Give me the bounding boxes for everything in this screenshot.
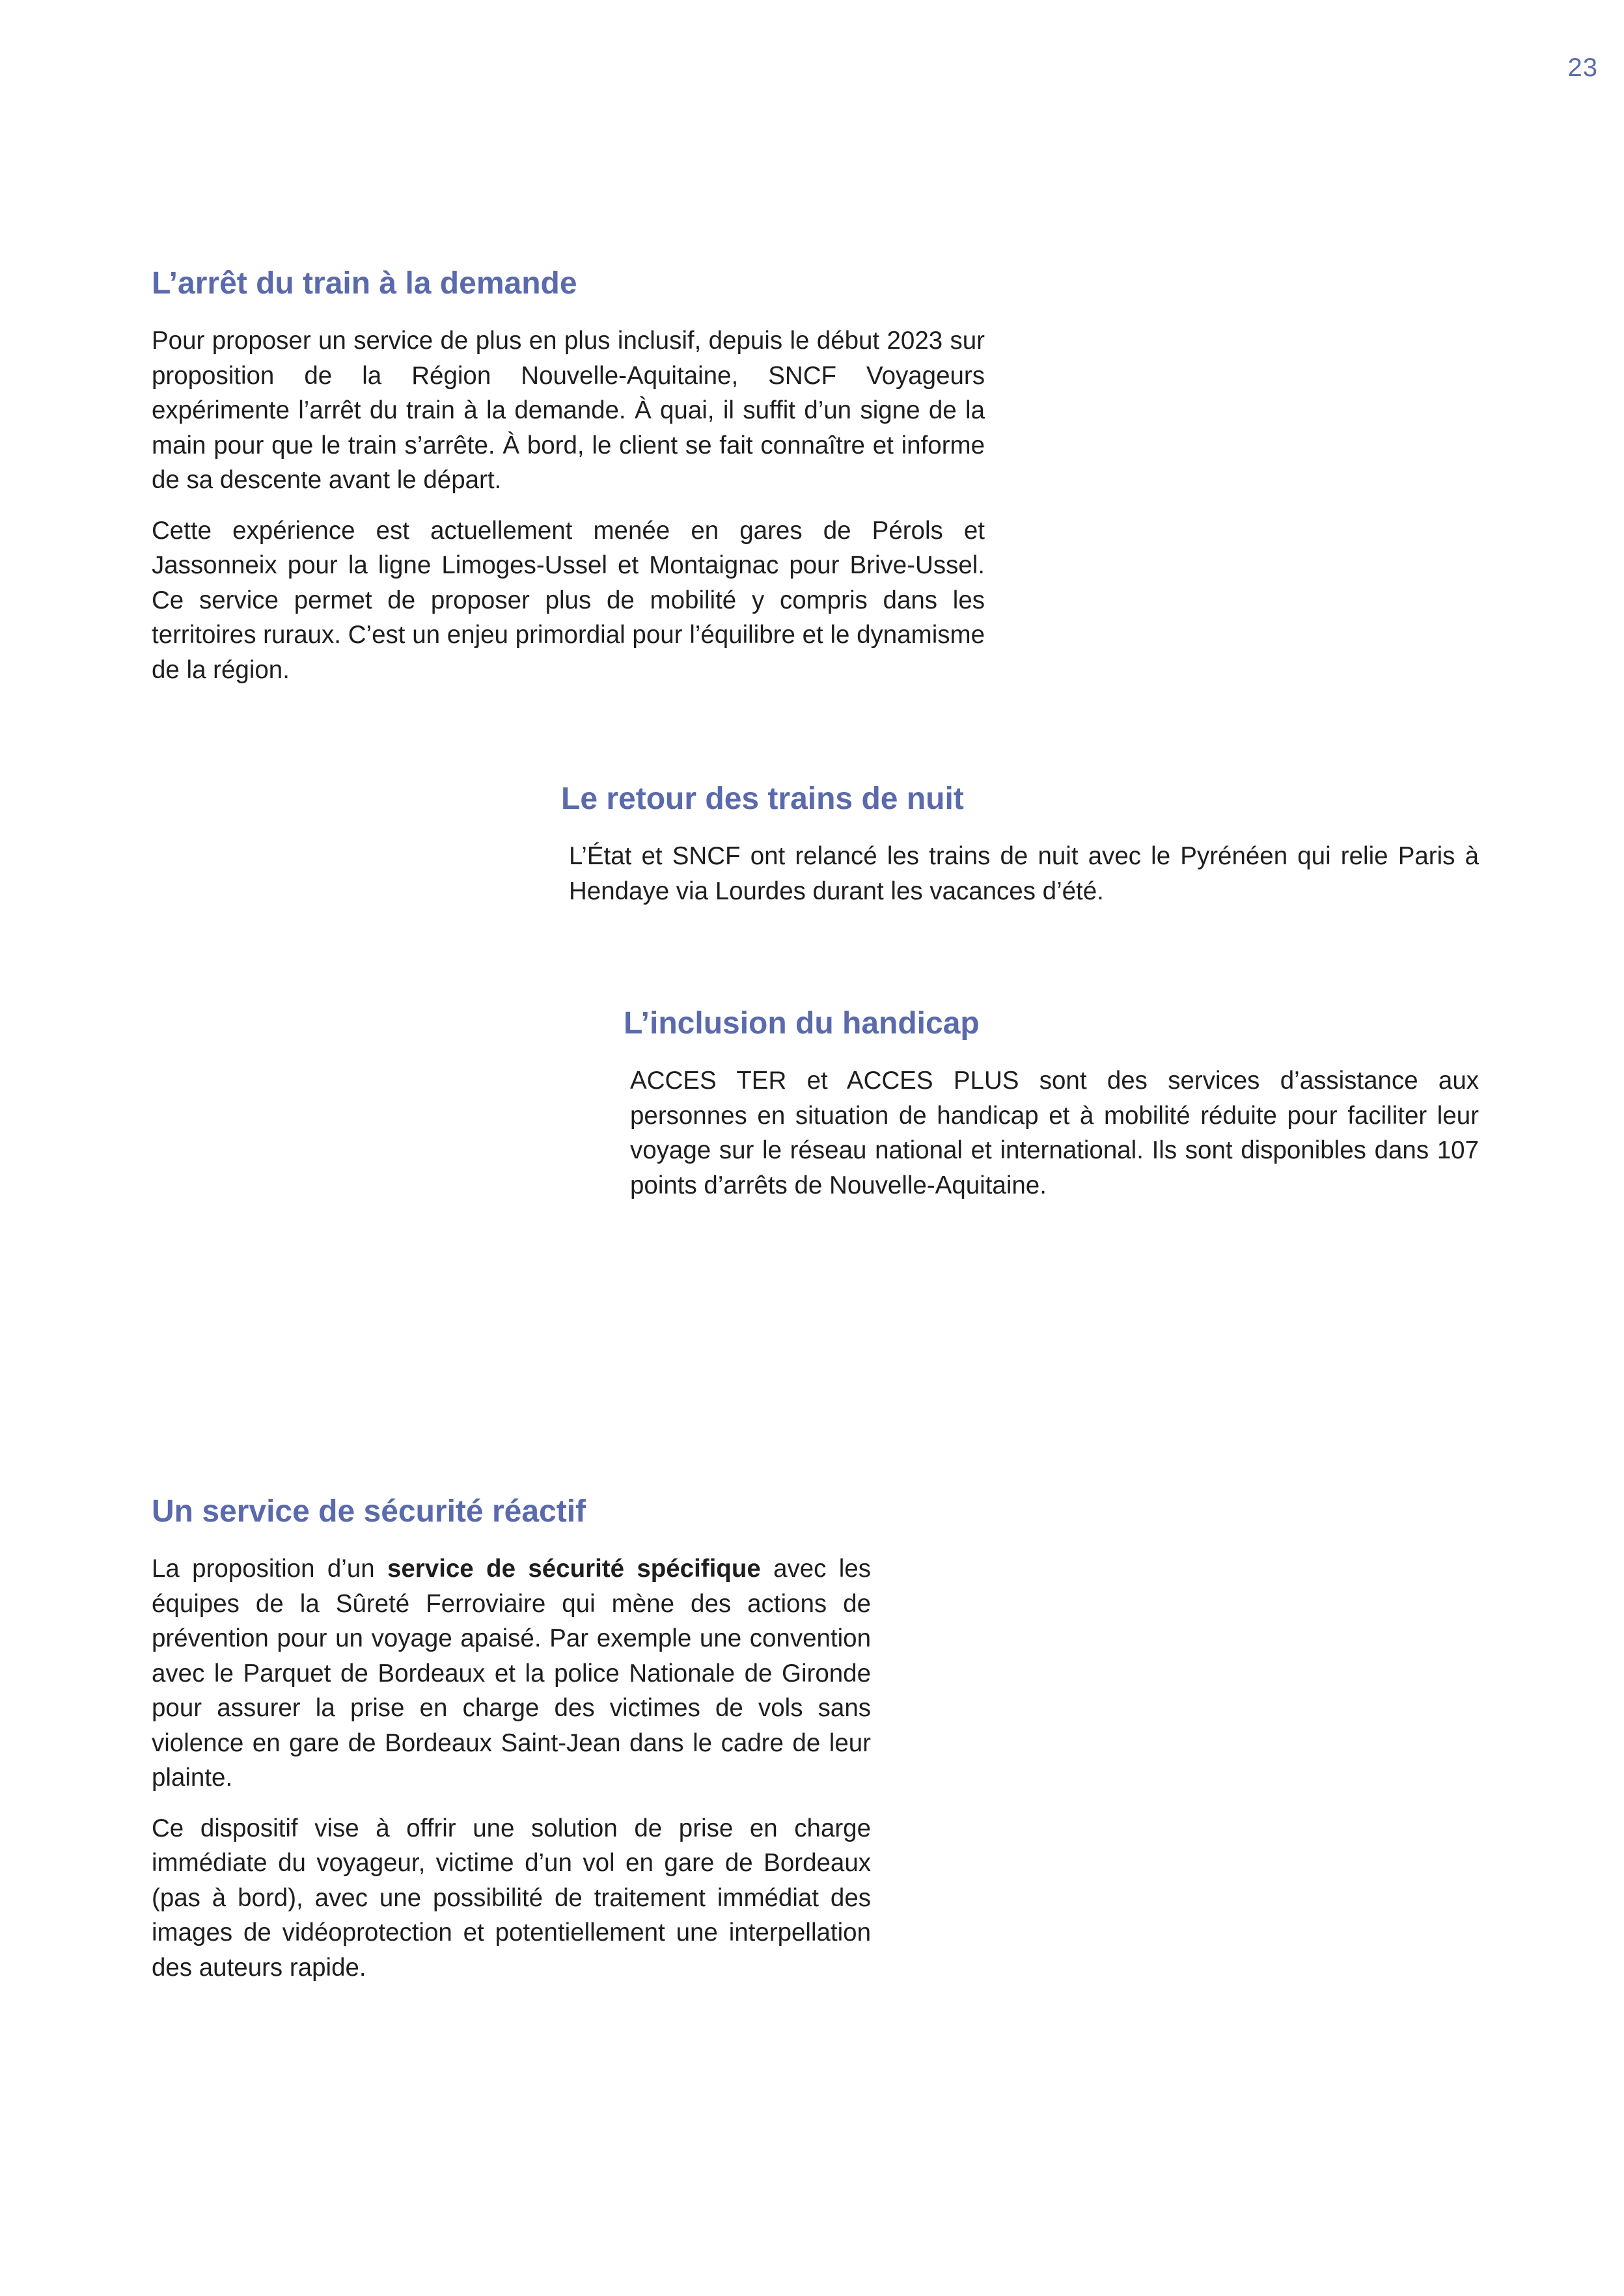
section-title: Le retour des trains de nuit — [561, 782, 964, 816]
paragraph: Ce dispositif vise à offrir une solution de prise en charge immédiate du voyageur, victime d’un vol en gare de Bordeaux (pas à bord), avec une possibilité de traitement immédiat des images de vidéoprotection et potentiellement une interpellation des auteurs rapide. — [152, 1814, 871, 1982]
section-title: L’arrêt du train à la demande — [152, 266, 577, 301]
paragraph-text-bold: service de sécurité spécifique — [387, 1555, 761, 1583]
section-arret-train-demande — [152, 266, 985, 687]
section-title: L’inclusion du handicap — [624, 1006, 980, 1041]
paragraph — [152, 1551, 871, 1796]
paragraph: ACCES TER et ACCES PLUS sont des services d’assistance aux personnes en situation de handicap et à mobilité réduite pour faciliter leur voyage sur le réseau national et international. Ils sont disponibles dans 107 points d’arrêts de Nouvelle-Aquitaine. — [630, 1067, 1479, 1199]
paragraph-text-end: avec les équipes de la Sûreté Ferroviaire qui mène des actions de prévention pour un voyage apaisé. Par exemple une convention avec le Parquet de Bordeaux et la police Nationale de Gironde pour assurer la prise en charge des victimes de vols sans violence en gare de Bordeaux Saint-Jean dans le cadre de leur plainte. — [152, 1555, 871, 1792]
paragraph: Cette expérience est actuellement menée en gares de Pérols et Jassonneix pour la ligne Limoges-Ussel et Montaignac pour Brive-Ussel. Ce service permet de proposer plus de mobilité y compris dans les territoires ruraux. C’est un enjeu primordial pour l’équilibre et le dynamisme de la région. — [152, 516, 985, 684]
section-inclusion-handicap — [624, 1005, 1479, 1203]
page-number: 23 — [1567, 53, 1598, 82]
paragraph: Pour proposer un service de plus en plus inclusif, depuis le début 2023 sur proposition de la Région Nouvelle-Aquitaine, SNCF Voyageurs expérimente l’arrêt du train à la demande. À quai, il suffit d’un signe de la main pour que le train s’arrête. À bord, le client se fait connaître et informe de sa descente avant le départ. — [152, 327, 985, 495]
paragraph-text-start: La proposition d’un — [152, 1555, 375, 1583]
section-trains-de-nuit — [561, 781, 1479, 909]
paragraph: L’État et SNCF ont relancé les trains de nuit avec le Pyrénéen qui relie Paris à Hendaye via Lourdes durant les vacances d’été. — [569, 842, 1479, 905]
section-service-securite — [152, 1494, 871, 1985]
section-title: Un service de sécurité réactif — [152, 1494, 586, 1529]
